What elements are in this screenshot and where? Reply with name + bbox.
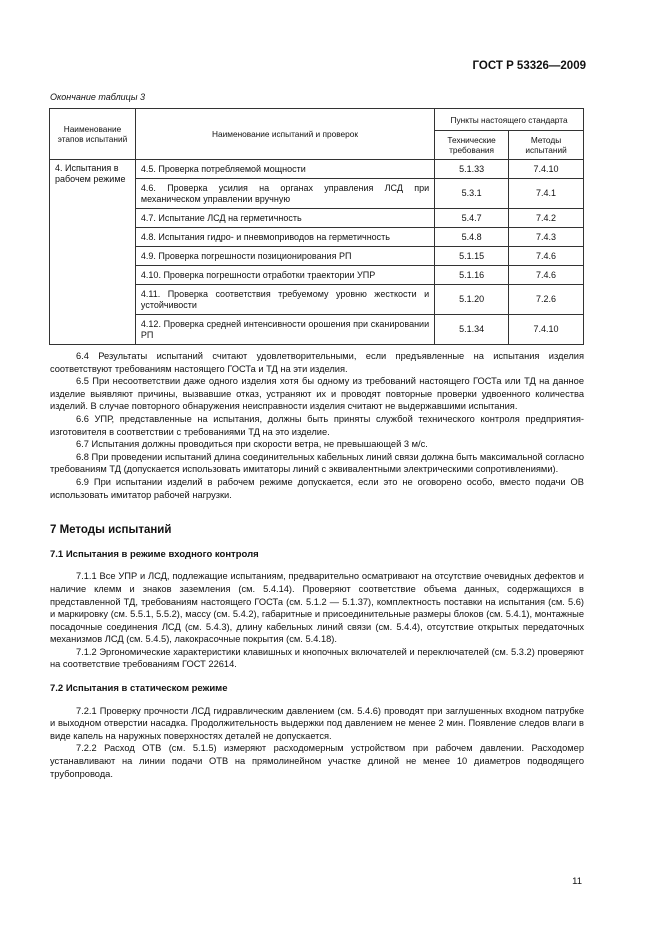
tech-req-cell: 5.4.7 bbox=[435, 209, 509, 228]
header-points-group: Пункты настоящего стандарта bbox=[435, 109, 584, 131]
method-cell: 7.4.10 bbox=[509, 315, 584, 345]
table-row bbox=[50, 160, 584, 179]
test-name: 4.9. Проверка погрешности позиционирования РП bbox=[135, 247, 434, 266]
paragraph: 7.2.1 Проверку прочности ЛСД гидравлическим давлением (см. 5.4.6) проводят при заглушенных входном патрубке и выходном отверстии насадка. Продолжительность выдержки под давлением не менее 2 мин. Появление следов влаги в виде капель на наружных поверхностях деталей не допускается. bbox=[50, 705, 584, 741]
paragraph: 7.1.2 Эргономические характеристики клавишных и кнопочных включателей и переключателей (см. 5.3.2) проверяют на соответствие требованиям ГОСТ 22614. bbox=[50, 646, 584, 670]
test-name: 4.7. Испытание ЛСД на герметичность bbox=[135, 209, 434, 228]
paragraph: 6.4 Результаты испытаний считают удовлетворительными, если предъявленные на испытания изделия соответствуют требованиям настоящего ГОСТа и ТД на эти изделия. bbox=[50, 351, 584, 374]
method-cell: 7.4.6 bbox=[509, 247, 584, 266]
document-body bbox=[50, 350, 584, 780]
tech-req-cell: 5.3.1 bbox=[435, 179, 509, 209]
table-caption: Окончание таблицы 3 bbox=[50, 92, 145, 102]
page-number: 11 bbox=[572, 876, 582, 887]
test-name: 4.10. Проверка погрешности отработки траектории УПР bbox=[135, 266, 434, 285]
paragraph: 6.8 При проведении испытаний длина соединительных кабельных линий связи должна быть максимальной согласно требованиям ТД (допускается использовать имитаторы линий с эквивалентными электрическими сопротивлениями). bbox=[50, 451, 584, 475]
tech-req-cell: 5.4.8 bbox=[435, 228, 509, 247]
paragraph: 6.7 Испытания должны проводиться при скорости ветра, не превышающей 3 м/с. bbox=[76, 439, 428, 450]
header-tests: Наименование испытаний и проверок bbox=[135, 109, 434, 160]
document-header: ГОСТ Р 53326—2009 bbox=[472, 60, 586, 72]
paragraph: 6.6 УПР, представленные на испытания, должны быть приняты службой технического контроля предприятия-изготовителя в соответствии с требованиями ТД на это изделие. bbox=[50, 413, 584, 437]
tech-req-cell: 5.1.20 bbox=[435, 285, 509, 315]
method-cell: 7.4.3 bbox=[509, 228, 584, 247]
section-title: 7 Методы испытаний bbox=[50, 524, 172, 537]
header-stage: Наименование этапов испытаний bbox=[50, 109, 136, 160]
paragraph: 7.2.2 Расход ОТВ (см. 5.1.5) измеряют расходомерным устройством при рабочем давлении. Расходомер устанавливают на линии подачи ОТВ на прямолинейном участке длиной не менее 10 диаметров подводящего трубопровода. bbox=[50, 743, 584, 779]
tech-req-cell: 5.1.15 bbox=[435, 247, 509, 266]
header-test-methods: Методы испытаний bbox=[509, 131, 584, 160]
paragraph: 7.1.1 Все УПР и ЛСД, подлежащие испытаниям, предварительно осматривают на отсутствие очевидных дефектов и наличие клемм и знаков заземления (см. 5.4.14). Проверяют соответствие объема данных, содержащихся в представленной ТД, требованиям настоящего ГОСТа (см. 5.1.2 — 5.1.37), комплектность поставки на испытания (см. 5.6) и маркировку (см. 5.5.1, 5.5.2), массу (см. 5.4.2), габаритные и присоединительные размеры блоков (см. 5.4.1), монтажные посадочные соединения ЛСД (см. 5.4.3), длину кабельных линий связи (см. 5.4.4), отсутствие открытых передаточных механизмов ЛСД (см. 5.4.5), лакокрасочные покрытия (см. 5.4.18). bbox=[50, 571, 584, 645]
method-cell: 7.2.6 bbox=[509, 285, 584, 315]
test-name: 4.6. Проверка усилия на органах управления ЛСД при механическом управлении вручную bbox=[135, 179, 434, 209]
tech-req-cell: 5.1.34 bbox=[435, 315, 509, 345]
header-tech-requirements: Технические требования bbox=[435, 131, 509, 160]
paragraph: 6.9 При испытании изделий в рабочем режиме допускается, если это не оговорено особо, вместо подачи ОВ использовать имитатор рабочей нагрузки. bbox=[50, 476, 584, 500]
subsection-title: 7.1 Испытания в режиме входного контроля bbox=[50, 548, 259, 560]
method-cell: 7.4.10 bbox=[509, 160, 584, 179]
method-cell: 7.4.2 bbox=[509, 209, 584, 228]
test-name: 4.5. Проверка потребляемой мощности bbox=[135, 160, 434, 179]
test-name: 4.11. Проверка соответствия требуемому уровню жесткости и устойчивости bbox=[135, 285, 434, 315]
subsection-title: 7.2 Испытания в статическом режиме bbox=[50, 683, 228, 695]
test-name: 4.8. Испытания гидро- и пневмоприводов на герметичность bbox=[135, 228, 434, 247]
paragraph: 6.5 При несоответствии даже одного изделия хотя бы одному из требований настоящего ГОСТа или ТД на данное изделие выявляют причины, вызвавшие отказ, устраняют их и проводят повторные проверки удвоенного количества изделий. В случае повторного обнаружения неисправности изделия считают не выдержавшими испытания. bbox=[50, 376, 584, 412]
method-cell: 7.4.6 bbox=[509, 266, 584, 285]
tests-table bbox=[49, 108, 584, 345]
method-cell: 7.4.1 bbox=[509, 179, 584, 209]
stage-cell: 4. Испытания в рабочем режиме bbox=[50, 160, 136, 345]
tech-req-cell: 5.1.33 bbox=[435, 160, 509, 179]
test-name: 4.12. Проверка средней интенсивности орошения при сканировании РП bbox=[135, 315, 434, 345]
tech-req-cell: 5.1.16 bbox=[435, 266, 509, 285]
